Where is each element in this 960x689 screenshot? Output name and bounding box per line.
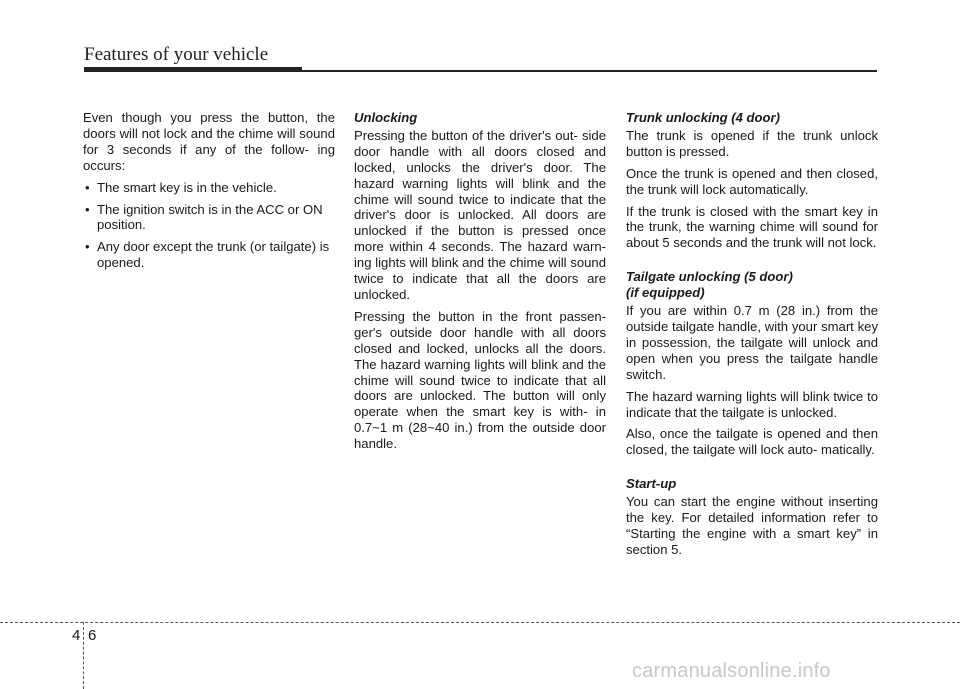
trunk-paragraph-2: Once the trunk is opened and then closed, the trunk will lock automatically. <box>626 165 878 197</box>
header-rule-thin <box>302 70 877 72</box>
tailgate-paragraph-3: Also, once the tailgate is opened and then closed, the tailgate will lock auto- matically. <box>626 426 878 458</box>
section-title-trunk: Trunk unlocking (4 door) <box>626 110 780 125</box>
chapter-number: 4 <box>72 627 81 644</box>
page-header-title: Features of your vehicle <box>84 44 269 65</box>
list-item: • The smart key is in the vehicle. <box>83 180 335 196</box>
column-right <box>626 110 878 564</box>
section-title-tailgate <box>626 269 878 301</box>
tailgate-paragraph-1: If you are within 0.7 m (28 in.) from the outside tailgate handle, with your smart key in possession, the tailgate will unlock and open when you press the tailgate handle switch. <box>626 303 878 382</box>
tailgate-title-line-2: (if equipped) <box>626 285 705 301</box>
section-title-unlocking: Unlocking <box>354 110 418 125</box>
condition-list <box>83 180 335 272</box>
header-rule-thick <box>84 67 302 72</box>
trunk-paragraph-3: If the trunk is closed with the smart key in the trunk, the warning chime will sound for about 5 seconds and the trunk will not lock. <box>626 203 878 251</box>
column-left <box>83 110 335 277</box>
watermark: carmanualsonline.info <box>632 660 831 682</box>
footer-divider <box>83 622 84 689</box>
section-title-startup: Start-up <box>626 476 677 492</box>
footer-rule <box>0 622 960 623</box>
list-item: • The ignition switch is in the ACC or ON position. <box>83 202 335 234</box>
unlocking-paragraph-2: Pressing the button in the front passen- ger's outside door handle with all doors closed and locked, unlocks all the doors. The hazard warning lights will blink and the chime will sound twice to indicate that all doors are unlocked. The button will only operate when the smart key is with- in 0.7~1 m (28~40 in.) from the outside door handle. <box>354 308 606 452</box>
intro-paragraph: Even though you press the button, the doors will not lock and the chime will sound for 3 seconds if any of the follow- ing occurs: <box>83 110 335 173</box>
tailgate-paragraph-2: The hazard warning lights will blink twice to indicate that the tailgate is unlocked. <box>626 388 878 420</box>
list-item: • Any door except the trunk (or tailgate) is opened. <box>83 239 335 271</box>
startup-paragraph: You can start the engine without inserting the key. For detailed information refer to “Starting the engine with a smart key” in section 5. <box>626 494 878 557</box>
tailgate-title-line-1: Tailgate unlocking (5 door) <box>626 269 793 285</box>
column-middle <box>354 110 606 458</box>
unlocking-paragraph-1: Pressing the button of the driver's out- side door handle with all doors closed and locked, unlocks the driver's door. The hazard warning lights will blink and the chime will sound twice to indicate that the driver's door is unlocked. All doors are unlocked if the button is pressed once more within 4 seconds. The hazard warn- ing lights will blink and the chime will sound twice to indicate that all the doors are unlocked. <box>354 127 606 302</box>
trunk-paragraph-1: The trunk is opened if the trunk unlock button is pressed. <box>626 127 878 159</box>
page-number: 6 <box>88 627 97 644</box>
